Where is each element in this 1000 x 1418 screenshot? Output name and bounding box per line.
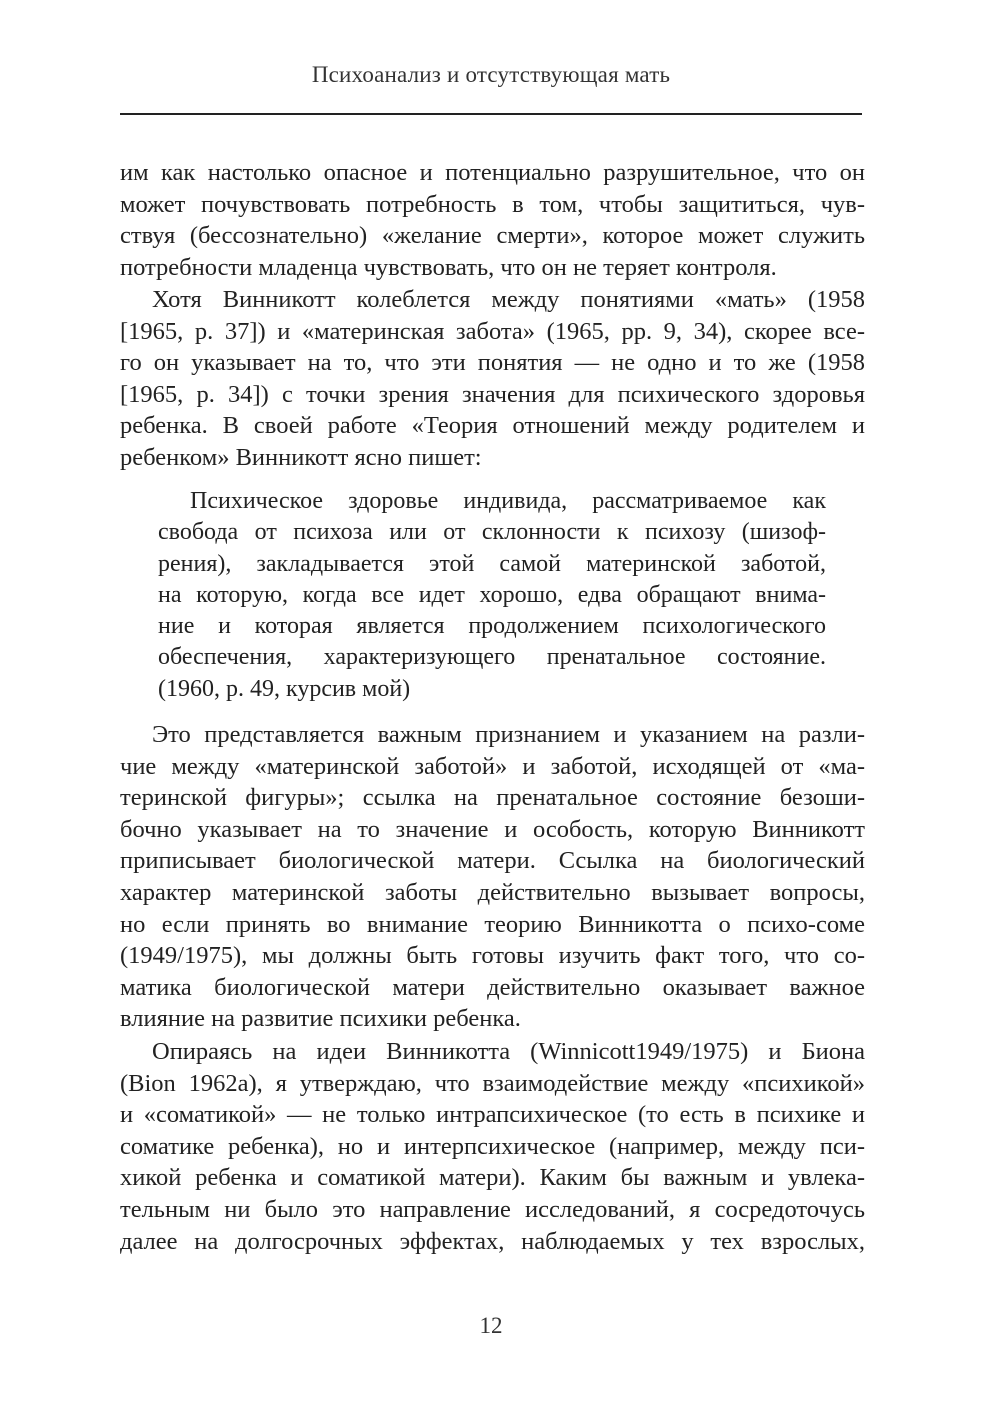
page-number: 12 xyxy=(479,1313,503,1338)
text-line: чие между «материнской заботой» и заботой, исходящей от «ма- xyxy=(120,752,865,780)
text-line: но если принять во внимание теорию Винникотта о психо-соме xyxy=(120,910,865,938)
text-line: (1949/1975), мы должны быть готовы изучить факт того, что со- xyxy=(120,942,865,970)
text-line: го он указывает на то, что эти понятия — не одно и то же (1958 xyxy=(120,349,865,377)
quote-line: ние и которая является продолжением психологического xyxy=(158,613,826,640)
text-line: влияние на развитие психики ребенка. xyxy=(120,1005,521,1033)
text-line: и «соматикой» — не только интрапсихическое (то есть в психике и xyxy=(120,1101,865,1129)
paragraph-2 xyxy=(120,284,865,474)
paragraph-4 xyxy=(120,1036,865,1257)
text-line: хикой ребенка и соматикой матери). Каким бы важным и увлека- xyxy=(120,1164,865,1192)
text-line: далее на долгосрочных эффектах, наблюдаемых у тех взрослых, xyxy=(120,1227,865,1255)
text-line: может почувствовать потребность в том, чтобы защититься, чув- xyxy=(120,190,865,218)
quote-citation: (1960, p. 49, курсив мой) xyxy=(158,675,411,702)
text-line: ребенком» Винникотт ясно пишет: xyxy=(120,443,482,471)
block-quote xyxy=(158,486,826,705)
text-line: соматике ребенка), но и интерпсихическое (например, между пси- xyxy=(120,1132,865,1160)
paragraph-1 xyxy=(120,157,865,283)
text-line: ребенка. В своей работе «Теория отношений между родителем и xyxy=(120,412,865,440)
text-line: Это представляется важным признанием и указанием на разли- xyxy=(152,721,865,748)
quote-line: Психическое здоровье индивида, рассматриваемое как xyxy=(190,488,826,514)
text-line: бочно указывает на то значение и особость, которую Винникотт xyxy=(120,815,865,843)
text-line: [1965, p. 34]) с точки зрения значения для психического здоровья xyxy=(120,380,865,408)
text-line: им как настолько опасное и потенциально разрушительное, что он xyxy=(120,159,865,186)
text-line: теринской фигуры»; ссылка на пренатальное состояние безоши- xyxy=(120,784,865,812)
quote-line: обеспечения, характеризующего пренатальное состояние. xyxy=(158,644,826,671)
header-rule xyxy=(120,113,862,115)
quote-line: свобода от психоза или от склонности к психозу (шизоф- xyxy=(158,519,826,546)
text-line: потребности младенца чувствовать, что он не теряет контроля. xyxy=(120,253,777,281)
quote-line: рения), закладывается этой самой материнской заботой, xyxy=(158,550,826,577)
text-line: ствуя (бессознательно) «желание смерти», которое может служить xyxy=(120,222,865,250)
text-line: тельным ни было это направление исследований, я сосредоточусь xyxy=(120,1195,865,1223)
text-line: (Bion 1962a), я утверждаю, что взаимодействие между «психикой» xyxy=(120,1069,865,1097)
text-line: приписывает биологической матери. Ссылка на биологический xyxy=(120,847,865,875)
text-line: Опираясь на идеи Винникотта (Winnicott1949/1975) и Биона xyxy=(152,1038,865,1065)
text-line: характер материнской заботы действительно вызывает вопросы, xyxy=(120,878,865,906)
text-line: матика биологической матери действительно оказывает важное xyxy=(120,973,865,1001)
text-line: [1965, p. 37]) и «материнская забота» (1965, pp. 9, 34), скорее все- xyxy=(120,317,865,345)
quote-line: на которую, когда все идет хорошо, едва обращают внима- xyxy=(158,581,826,608)
paragraph-3 xyxy=(120,719,865,1035)
running-head: Психоанализ и отсутствующая мать xyxy=(311,62,671,87)
text-line: Хотя Винникотт колеблется между понятиями «мать» (1958 xyxy=(152,286,865,313)
